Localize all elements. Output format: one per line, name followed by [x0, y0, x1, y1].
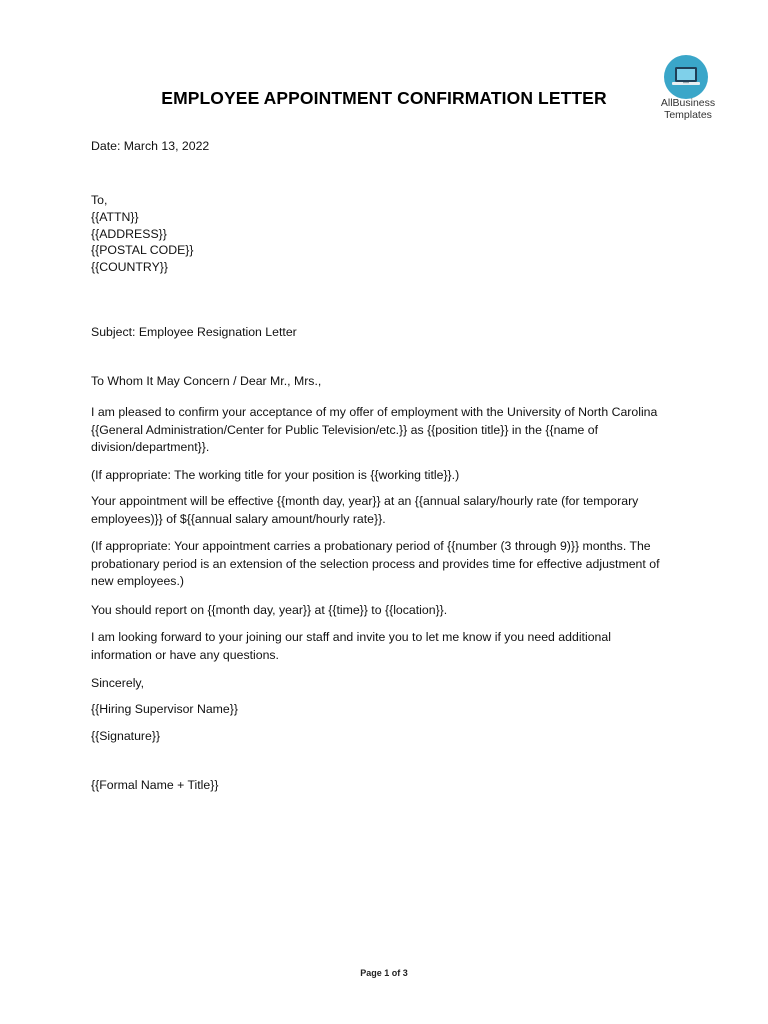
hiring-supervisor-name: {{Hiring Supervisor Name}}: [91, 702, 238, 716]
body-paragraph-2: (If appropriate: The working title for your position is {{working title}}.): [91, 468, 460, 482]
recipient-country: {{COUNTRY}}: [91, 260, 169, 274]
body-paragraph-5: You should report on {{month day, year}} at {{time}} to {{location}}.: [91, 603, 448, 617]
recipient-address: {{ADDRESS}}: [91, 227, 167, 241]
letter-salutation: To Whom It May Concern / Dear Mr., Mrs.,: [91, 374, 322, 388]
logo-line-1: AllBusiness: [660, 97, 716, 109]
page-number: Page 1 of 3: [360, 968, 408, 978]
body-paragraph-6: I am looking forward to your joining our staff and invite you to let me know if you need additional information or have any questions.: [91, 630, 611, 662]
letter-date: Date: March 13, 2022: [91, 139, 210, 153]
signature-placeholder: {{Signature}}: [91, 729, 161, 743]
body-paragraph-3: Your appointment will be effective {{month day, year}} at an {{annual salary/hourly rate (for temporary employees)}} of ${{annual salary amount/hourly rate}}.: [91, 494, 639, 526]
body-paragraph-4: (If appropriate: Your appointment carries a probationary period of {{number (3 through 9)}} months. The probationary period is an extension of the selection process and provides time for effective adjustment of new employees.): [91, 539, 660, 588]
letter-subject: Subject: Employee Resignation Letter: [91, 325, 297, 339]
formal-name-title: {{Formal Name + Title}}: [91, 778, 219, 792]
recipient-to: To,: [91, 193, 108, 207]
document-title: EMPLOYEE APPOINTMENT CONFIRMATION LETTER: [161, 88, 607, 108]
recipient-attn: {{ATTN}}: [91, 210, 139, 224]
logo-line-2: Templates: [664, 109, 712, 121]
body-paragraph-1: I am pleased to confirm your acceptance of my offer of employment with the University of North Carolina {{General Administration/Center for Public Television/etc.}} as {{position title}} in the {{name of division/department}}.: [91, 405, 658, 454]
letter-closing: Sincerely,: [91, 676, 145, 690]
recipient-postal-code: {{POSTAL CODE}}: [91, 243, 194, 257]
